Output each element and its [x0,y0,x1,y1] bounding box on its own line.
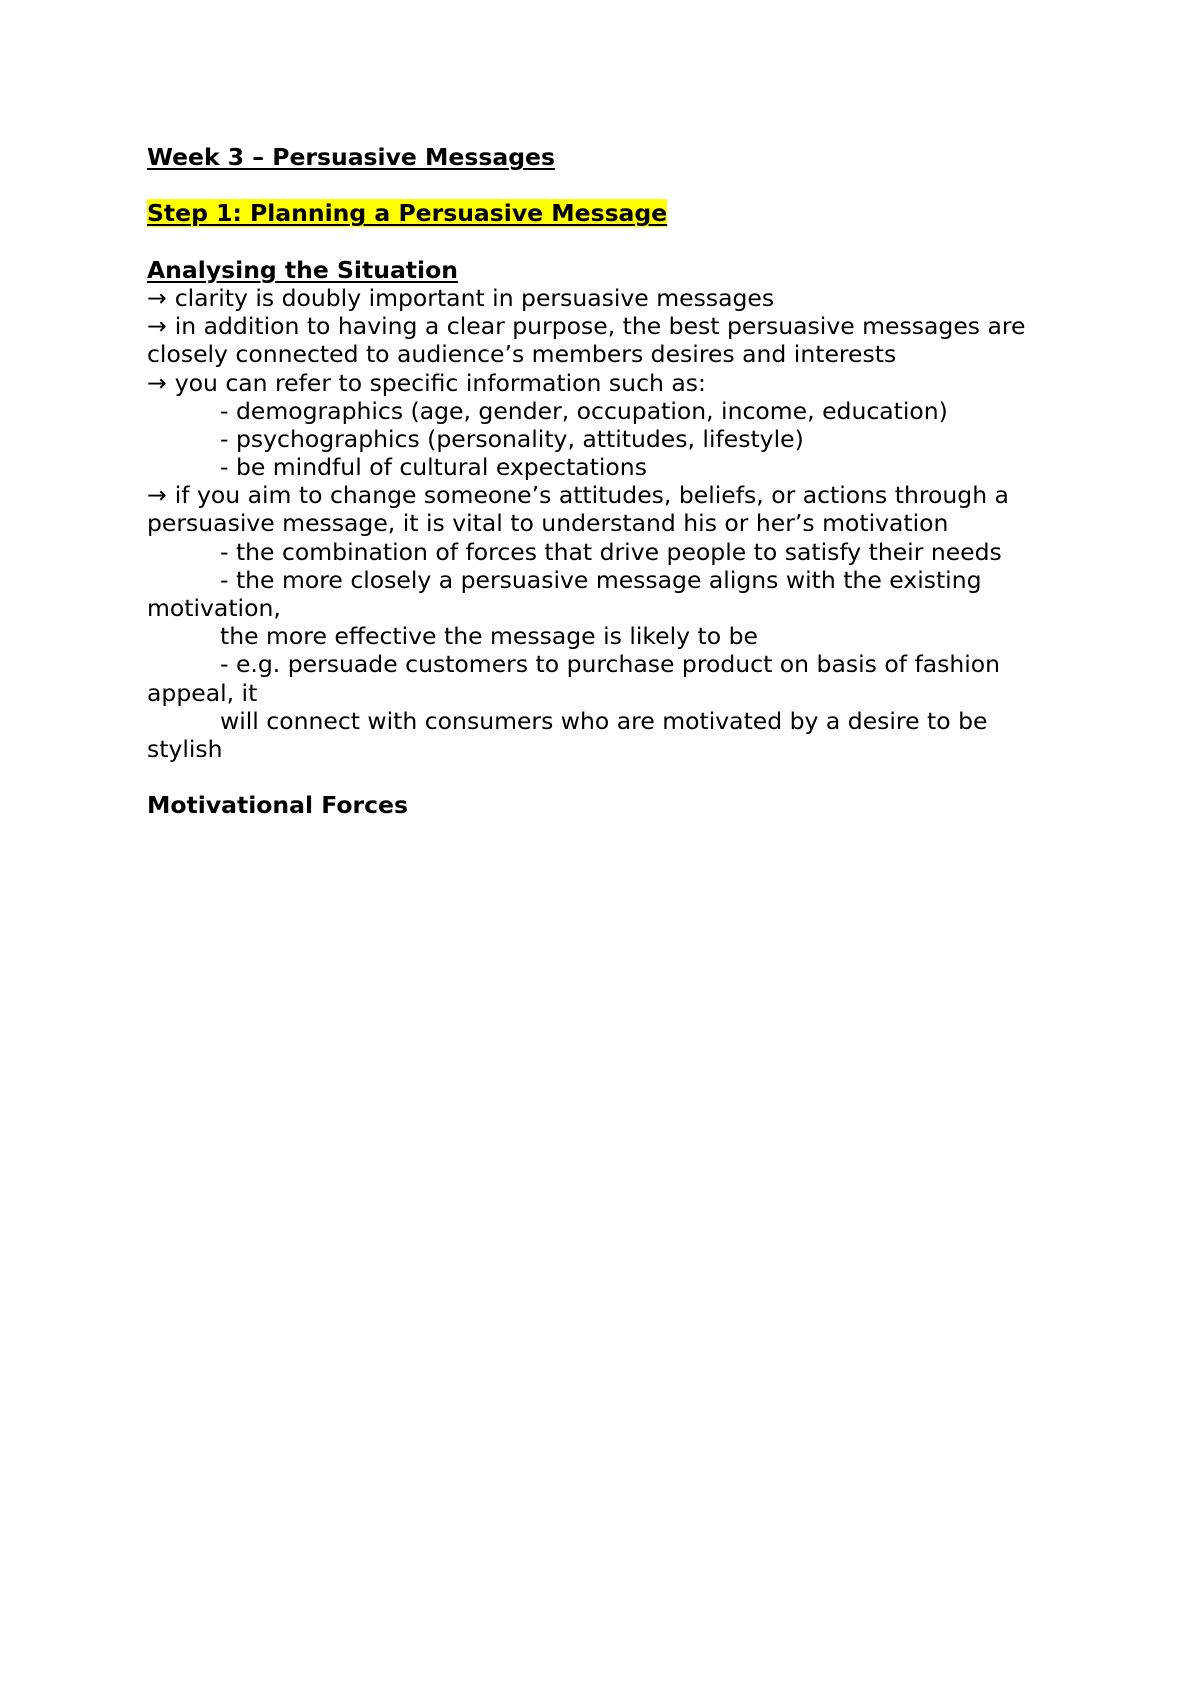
step-heading: Step 1: Planning a Persuasive Message [147,199,668,228]
bullet-line [147,481,1077,509]
continuation-line [147,340,1077,368]
step-heading-line [147,199,1077,227]
subheading: Motivational Forces [147,791,408,820]
subheading-line [147,791,1077,819]
line-text: - demographics (age, gender, occupation, income, education) [220,396,948,425]
blank-line [147,171,1077,199]
arrow-icon: → [147,283,167,312]
arrow-icon: → [147,481,167,510]
section-heading-line [147,256,1077,284]
document-body [147,143,1077,820]
bullet-line [147,312,1077,340]
bullet-line [147,284,1077,312]
line-text: appeal, it [147,678,258,707]
line-text: the more effective the message is likely to be [220,622,758,651]
blank-line [147,763,1077,791]
line-text: - the combination of forces that drive people to satisfy their needs [220,537,1002,566]
line-text: - the more closely a persuasive message aligns with the existing [220,565,982,594]
line-text: if you aim to change someone’s attitudes, beliefs, or actions through a [174,481,1009,510]
indented-line [147,707,1077,735]
indented-line [147,538,1077,566]
indented-line [147,453,1077,481]
document-title: Week 3 – Persuasive Messages [147,143,555,171]
continuation-line [147,679,1077,707]
indented-line [147,397,1077,425]
indented-line [147,425,1077,453]
line-text: motivation, [147,594,281,622]
bullet-line [147,369,1077,397]
line-text: stylish [147,734,223,763]
continuation-line [147,509,1077,537]
blank-line [147,228,1077,256]
document-title-line [147,143,1077,171]
line-text: clarity is doubly important in persuasive messages [174,283,775,312]
line-text: in addition to having a clear purpose, the best persuasive messages are [174,312,1026,341]
line-text: will connect with consumers who are motivated by a desire to be [220,706,988,735]
line-text: closely connected to audience’s members desires and interests [147,340,897,369]
arrow-icon: → [147,368,167,397]
line-text: - be mindful of cultural expectations [220,453,647,482]
indented-line [147,566,1077,594]
continuation-line [147,594,1077,622]
line-text: - e.g. persuade customers to purchase product on basis of fashion [220,650,1001,679]
continuation-line [147,735,1077,763]
arrow-icon: → [147,312,167,341]
line-text: persuasive message, it is vital to understand his or her’s motivation [147,509,949,538]
line-text: - psychographics (personality, attitudes, lifestyle) [220,424,804,453]
indented-line [147,650,1077,678]
section-heading: Analysing the Situation [147,255,458,284]
indented-line [147,622,1077,650]
line-text: you can refer to specific information such as: [174,368,706,397]
